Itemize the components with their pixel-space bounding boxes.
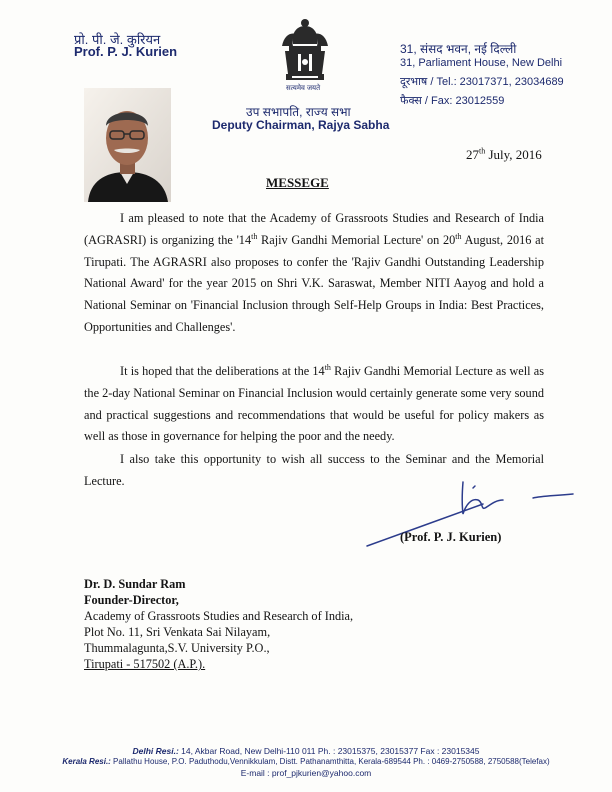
- phone: दूरभाष / Tel.: 23017371, 23034689: [400, 76, 564, 88]
- designation-english: Deputy Chairman, Rajya Sabha: [212, 118, 390, 132]
- footer-delhi-residence: Delhi Resi.: 14, Akbar Road, New Delhi-110 011 Ph. : 23015375, 23015377 Fax : 23015345: [132, 746, 480, 756]
- letter-title: MESSEGE: [266, 175, 329, 190]
- recipient-name: Dr. D. Sundar Ram: [84, 577, 186, 591]
- footer-kerala-residence: Kerala Resi.: Pallathu House, P.O. Paduthodu,Vennikkulam, Distt. Pathanamthitta, Kerala-689544 Ph. : 0469-2750588, 2750588(Telefax): [62, 757, 550, 766]
- letter-date: 27th July, 2016: [466, 146, 542, 162]
- recipient-address-line: Tirupati - 517502 (A.P.).: [84, 657, 206, 671]
- fax: फैक्स / Fax: 23012559: [400, 95, 505, 107]
- recipient-address-line: Plot No. 11, Sri Venkata Sai Nilayam,: [84, 625, 271, 639]
- recipient-address-line: Academy of Grassroots Studies and Research of India,: [84, 609, 354, 623]
- designation-hindi: उप सभापति, राज्य सभा: [246, 105, 351, 119]
- name-hindi: प्रो. पी. जे. कुरियन: [74, 32, 161, 47]
- body-paragraph-1: I am pleased to note that the Academy of Grassroots Studies and Research of India (AGRASRI) is organizing the '14th Rajiv Gandhi Memorial Lecture' on 20th August, 2016 at Tirupati. The AGRASRI also proposes to confer the 'Rajiv Gandhi Outstanding Leadership National Award' for the year 2015 on Shri V.K. Saraswat, Member NITI Aayog and hold a National Seminar on 'Financial Inclusion through Self-Help Groups in India: Best Practices, Opportunities and Challenges'.: [84, 211, 544, 334]
- address-english: 31, Parliament House, New Delhi: [400, 57, 563, 69]
- signatory-name: (Prof. P. J. Kurien): [400, 530, 502, 544]
- recipient-address-line: Thummalagunta,S.V. University P.O.,: [84, 641, 270, 655]
- recipient-title: Founder-Director,: [84, 593, 179, 607]
- emblem-motto: सत्यमेव जयते: [286, 85, 321, 92]
- body-paragraph-2: It is hoped that the deliberations at the 14th Rajiv Gandhi Memorial Lecture as well as the 2-day National Seminar on Financial Inclusion would certainly generate some very sound and practical suggestions and recommendations that would be useful for policy makers as well as those in governance for helping the poor and the needy.: [84, 362, 544, 444]
- portrait-photo: [84, 88, 171, 202]
- body-paragraph-3: I also take this opportunity to wish all success to the Seminar and the Memorial Lecture.: [84, 452, 544, 488]
- address-hindi: 31, संसद भवन, नई दिल्ली: [400, 42, 517, 56]
- footer-email: E-mail : prof_pjkurien@yahoo.com: [240, 768, 372, 778]
- name-english: Prof. P. J. Kurien: [74, 44, 178, 59]
